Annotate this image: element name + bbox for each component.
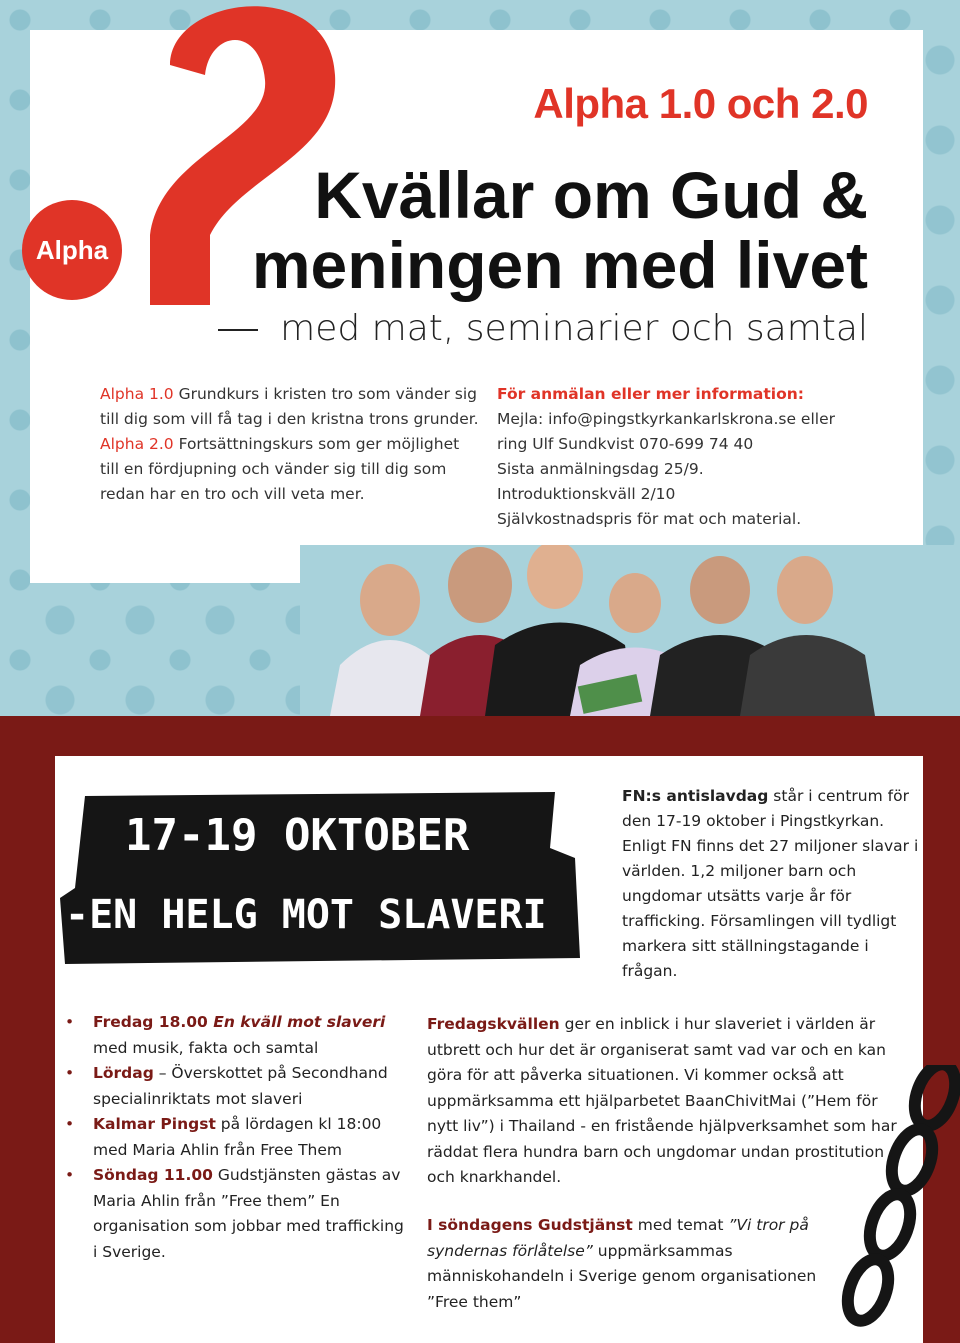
broken-chain-graphic [840,1065,960,1343]
event-list [65,1010,405,1265]
registration-info: För anmälan eller mer information: Mejla: info@pingstkyrkankarlskrona.se eller ring Ulf Sundkvist 070-699 74 40 Sista anmälningsdag 25/9. Introduktionskväll 2/10 Självkostnadspris för mat och material. [497,385,835,528]
fredag-description: Fredagskvällen ger en inblick i hur slaveriet i världen är utbrett och hur det är organiserat samt vad var och en kan göra för att påverka situationen. Vi kommer också att uppmärksamma ett hjälparbetet BaanChivitMai (”Hem för nytt liv”) i Thailand - en fristående hjälpverksamhet som har räddat flera hundra barn och ungdomar undan prostitution och knarkhandel. [427,1015,897,1186]
subtitle: med mat, seminarier och samtal [200,308,868,349]
alpha-logo: Alpha [22,200,122,300]
list-item: • Fredag 18.00 En kväll mot slaveri med musik, fakta och samtal [65,1010,405,1061]
alpha-title: Alpha 1.0 och 2.0 [533,80,868,127]
headline: Kvällar om Gud & meningen med livet [251,158,868,302]
sondag-description: I söndagens Gudstjänst med temat ”Vi tror på syndernas förlåtelse” uppmärksammas människohandeln i Sverige genom organisationen ”Free them” [427,1216,817,1311]
list-item: • Lördag – Överskottet på Secondhand specialinriktats mot slaveri [65,1061,405,1112]
banner-line1: 17-19 OKTOBER [125,810,470,861]
banner-line2: -EN HELG MOT SLAVERI [65,892,547,938]
event-banner [55,788,585,968]
group-photo [300,545,960,716]
list-item: • Kalmar Pingst på lördagen kl 18:00 med Maria Ahlin från Free Them [65,1112,405,1163]
fn-antislavery-text: FN:s antislavdag står i centrum för den 17-19 oktober i Pingstkyrkan. Enligt FN finns det 27 miljoner slavar i världen. 1,2 miljoner barn och ungdomar utsätts varje år för trafficking. Församlingen vill tydligt markera sitt ställningstagande i frågan. [622,787,919,980]
list-item: • Söndag 11.00 Gudstjänsten gästas av Maria Ahlin från ”Free them” En organisation som jobbar med trafficking i Sverige. [65,1163,405,1265]
course-descriptions: Alpha 1.0 Grundkurs i kristen tro som vänder sig till dig som vill få tag i den kristna trons grunder. Alpha 2.0 Fortsättningskurs som ger möjlighet till en fördjupning och vänder sig till dig som redan har en tro och vill veta mer. [100,385,479,503]
